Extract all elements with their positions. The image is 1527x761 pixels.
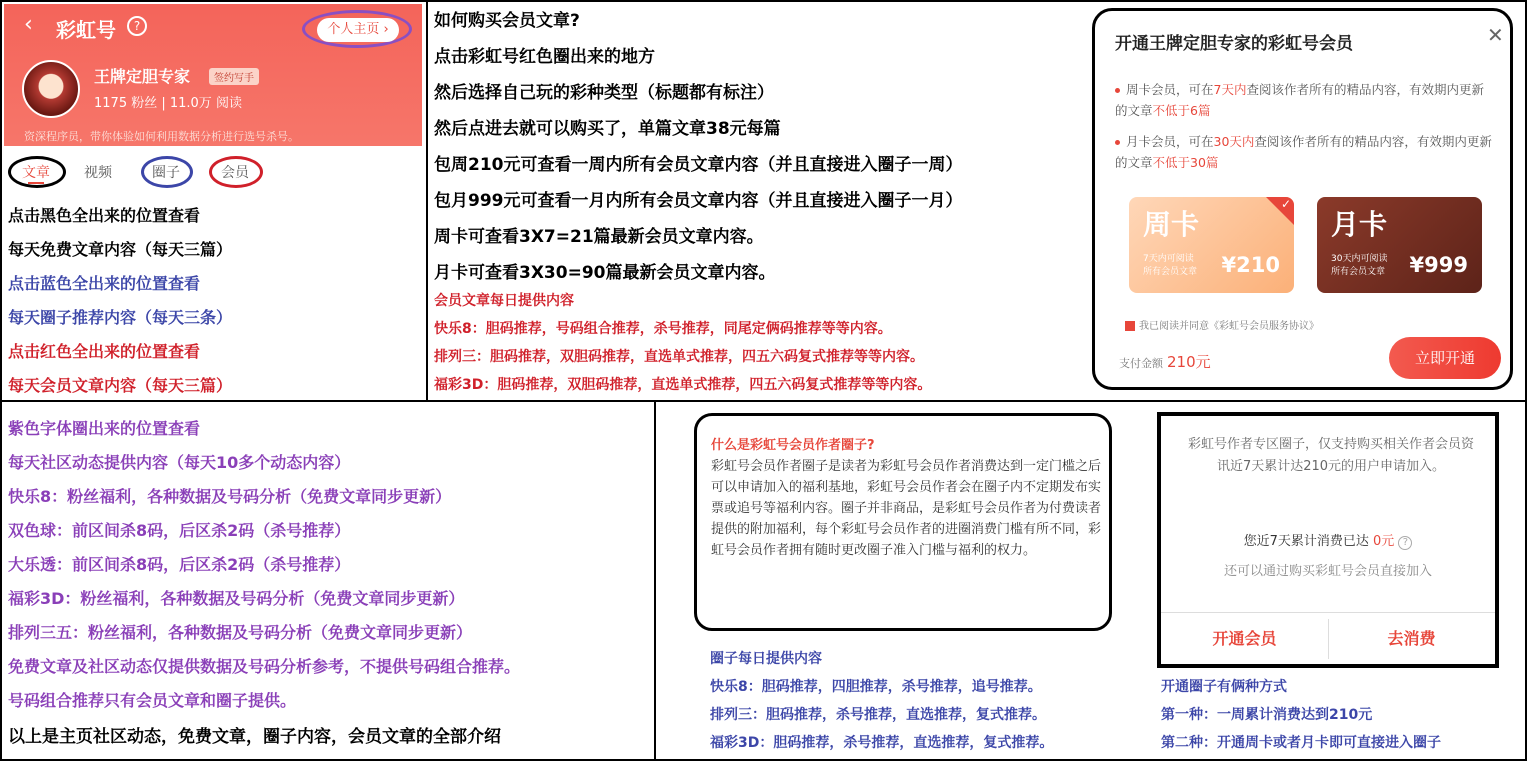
week-card-title: 周卡 — [1143, 208, 1200, 241]
dialog-buttons — [1161, 612, 1495, 664]
month-desc-a: 月卡会员，可在 — [1126, 134, 1214, 149]
membership-dialog — [1092, 8, 1513, 390]
community-line-5: 大乐透：前区间杀8码，后区杀2码（杀号推荐） — [8, 555, 351, 574]
week-desc-b: 7天内 — [1213, 82, 1247, 97]
community-line-1: 紫色字体圈出来的位置查看 — [8, 419, 201, 438]
summary-line: 以上是主页社区动态，免费文章，圈子内容，会员文章的全部介绍 — [8, 727, 501, 747]
guide-line-7: 周卡可查看3X7=21篇最新会员文章内容。 — [434, 227, 764, 247]
week-benefit — [1115, 79, 1495, 121]
check-icon: ✓ — [1280, 197, 1291, 211]
pay-value: 210元 — [1167, 353, 1211, 371]
join-notice: 彩虹号作者专区圈子，仅支持购买相关作者会员资讯近7天累计达210元的用户申请加入。 — [1187, 437, 1474, 474]
guide-line-3: 然后选择自己玩的彩种类型（标题都有标注） — [434, 83, 774, 103]
circle-daily-kl8: 快乐8：胆码推荐，四胆推荐，杀号推荐，追号推荐。 — [710, 679, 1042, 695]
author-bio: 资深程序员，带你体验如何利用数据分析进行选号杀号。 — [24, 130, 299, 143]
back-icon[interactable]: ‹ — [24, 12, 33, 37]
community-line-3: 快乐8：粉丝福利，各种数据及号码分析（免费文章同步更新） — [8, 487, 452, 506]
tab-member[interactable]: 会员 — [221, 165, 249, 181]
member-daily-3d: 福彩3D：胆码推荐，双胆码推荐，直选单式推荐，四五六码复式推荐等等内容。 — [434, 377, 932, 393]
community-line-7: 排列三五：粉丝福利，各种数据及号码分析（免费文章同步更新） — [8, 623, 473, 642]
month-desc-b: 30天内 — [1213, 134, 1255, 149]
week-card-price: ¥210 — [1221, 253, 1280, 277]
month-card[interactable] — [1317, 197, 1482, 293]
note-black-2: 每天免费文章内容（每天三篇） — [8, 240, 233, 259]
recent-spend-label: 您近7天累计消费已达 — [1243, 534, 1369, 549]
month-benefit — [1115, 131, 1495, 173]
guide-line-1: 如何购买会员文章? — [434, 11, 580, 31]
profile-tabs — [4, 152, 422, 194]
week-desc-c: 查阅该作者所有的精品内容，有效期内更新的文章 — [1115, 82, 1484, 118]
bullet-icon — [1115, 140, 1120, 145]
home-button[interactable]: 个人主页 › — [317, 18, 399, 42]
month-card-desc: 30天内可阅读 所有会员文章 — [1331, 254, 1388, 277]
page-title: 彩虹号 — [56, 18, 116, 42]
circle-info-box — [694, 413, 1112, 631]
author-name: 王牌定胆专家 — [94, 67, 191, 86]
member-daily-kl8: 快乐8：胆码推荐，号码组合推荐，杀号推荐，同尾定俩码推荐等等内容。 — [434, 321, 892, 337]
tab-article[interactable]: 文章 — [22, 165, 50, 181]
pay-label: 支付金额 — [1119, 357, 1163, 370]
community-line-6: 福彩3D：粉丝福利，各种数据及号码分析（免费文章同步更新） — [8, 589, 465, 608]
note-red-1: 点击红色全出来的位置查看 — [8, 342, 201, 361]
guide-line-8: 月卡可查看3X30=90篇最新会员文章内容。 — [434, 263, 776, 283]
join-way-2: 第二种：开通周卡或者月卡即可直接进入圈子 — [1161, 735, 1441, 751]
month-card-price: ¥999 — [1409, 253, 1468, 277]
guide-line-4: 然后点进去就可以购买了，单篇文章38元每篇 — [434, 119, 781, 139]
month-card-title: 月卡 — [1331, 208, 1388, 241]
member-daily-pl3: 排列三：胆码推荐，双胆码推荐，直选单式推荐，四五六码复式推荐等等内容。 — [434, 349, 924, 365]
join-way-1: 第一种：一周累计消费达到210元 — [1161, 707, 1373, 723]
week-desc-d: 不低于6篇 — [1152, 103, 1211, 118]
author-tag: 签约写手 — [209, 68, 259, 85]
open-member-button[interactable]: 开通会员 — [1212, 629, 1277, 648]
week-desc-a: 周卡会员，可在 — [1126, 82, 1214, 97]
tab-video[interactable]: 视频 — [84, 165, 112, 181]
join-ways-title: 开通圈子有俩种方式 — [1161, 679, 1287, 695]
community-line-9: 号码组合推荐只有会员文章和圈子提供。 — [8, 691, 297, 710]
agreement[interactable] — [1125, 317, 1319, 332]
circle-info-body: 彩虹号会员作者圈子是读者为彩虹号会员作者消费达到一定门槛之后可以申请加入的福利基地，彩虹号会员作者会在圈子内不定期发布实票或追号等福利内容。圈子并非商品，是彩虹号会员作者为付费读者提供的附加福利，每个彩虹号会员作者的进圈消费门槛有所不同，彩虹号会员作者拥有随时更改圈子准入门槛与福利的权力。 — [711, 459, 1102, 558]
tab-article-underline — [28, 182, 44, 184]
agreement-text: 我已阅读并同意《彩虹号会员服务协议》 — [1139, 321, 1319, 332]
note-blue-1: 点击蓝色全出来的位置查看 — [8, 274, 201, 293]
close-icon[interactable]: ✕ — [1487, 23, 1504, 47]
recent-spend-value: 0元 — [1373, 534, 1395, 549]
profile-header — [4, 4, 422, 146]
tab-circle[interactable]: 圈子 — [152, 165, 180, 181]
open-now-button[interactable]: 立即开通 — [1389, 337, 1501, 379]
member-daily-title: 会员文章每日提供内容 — [434, 293, 574, 309]
agree-checkbox[interactable] — [1125, 321, 1135, 331]
pay-amount — [1119, 351, 1211, 372]
circle-daily-3d: 福彩3D：胆码推荐，杀号推荐，直选推荐，复式推荐。 — [710, 735, 1054, 751]
month-desc-c: 查阅该作者所有的精品内容，有效期内更新的文章 — [1115, 134, 1492, 170]
bullet-icon — [1115, 88, 1120, 93]
guide-line-5: 包周210元可查看一周内所有会员文章内容（并且直接进入圈子一周） — [434, 155, 963, 175]
week-card-desc: 7天内可阅读 所有会员文章 — [1143, 254, 1198, 277]
circle-daily-pl3: 排列三：胆码推荐，杀号推荐，直选推荐，复式推荐。 — [710, 707, 1046, 723]
go-consume-button[interactable]: 去消费 — [1387, 629, 1436, 648]
note-red-2: 每天会员文章内容（每天三篇） — [8, 376, 233, 395]
note-black-1: 点击黑色全出来的位置查看 — [8, 206, 201, 225]
join-alt: 还可以通过购买彩虹号会员直接加入 — [1223, 564, 1432, 579]
community-line-4: 双色球：前区间杀8码，后区杀2码（杀号推荐） — [8, 521, 351, 540]
community-line-2: 每天社区动态提供内容（每天10多个动态内容） — [8, 453, 351, 472]
avatar[interactable] — [22, 60, 80, 118]
help-icon[interactable]: ? — [127, 16, 147, 36]
community-line-8: 免费文章及社区动态仅提供数据及号码分析参考，不提供号码组合推荐。 — [8, 657, 521, 676]
home-button-circle[interactable] — [302, 10, 412, 48]
recent-spend — [1161, 530, 1495, 550]
week-card[interactable] — [1129, 197, 1294, 293]
author-stats: 1175 粉丝 | 11.0万 阅读 — [94, 96, 242, 111]
guide-line-6: 包月999元可查看一月内所有会员文章内容（并且直接进入圈子一月） — [434, 191, 963, 211]
circle-info-heading: 什么是彩虹号会员作者圈子? — [711, 438, 875, 453]
guide-line-2: 点击彩虹号红色圈出来的地方 — [434, 47, 655, 67]
info-icon[interactable]: ? — [1398, 536, 1412, 550]
circle-daily-title: 圈子每日提供内容 — [710, 651, 822, 667]
dialog-title: 开通王牌定胆专家的彩虹号会员 — [1115, 34, 1353, 54]
note-blue-2: 每天圈子推荐内容（每天三条） — [8, 308, 233, 327]
circle-join-dialog — [1157, 412, 1499, 668]
month-desc-d: 不低于30篇 — [1152, 155, 1219, 170]
